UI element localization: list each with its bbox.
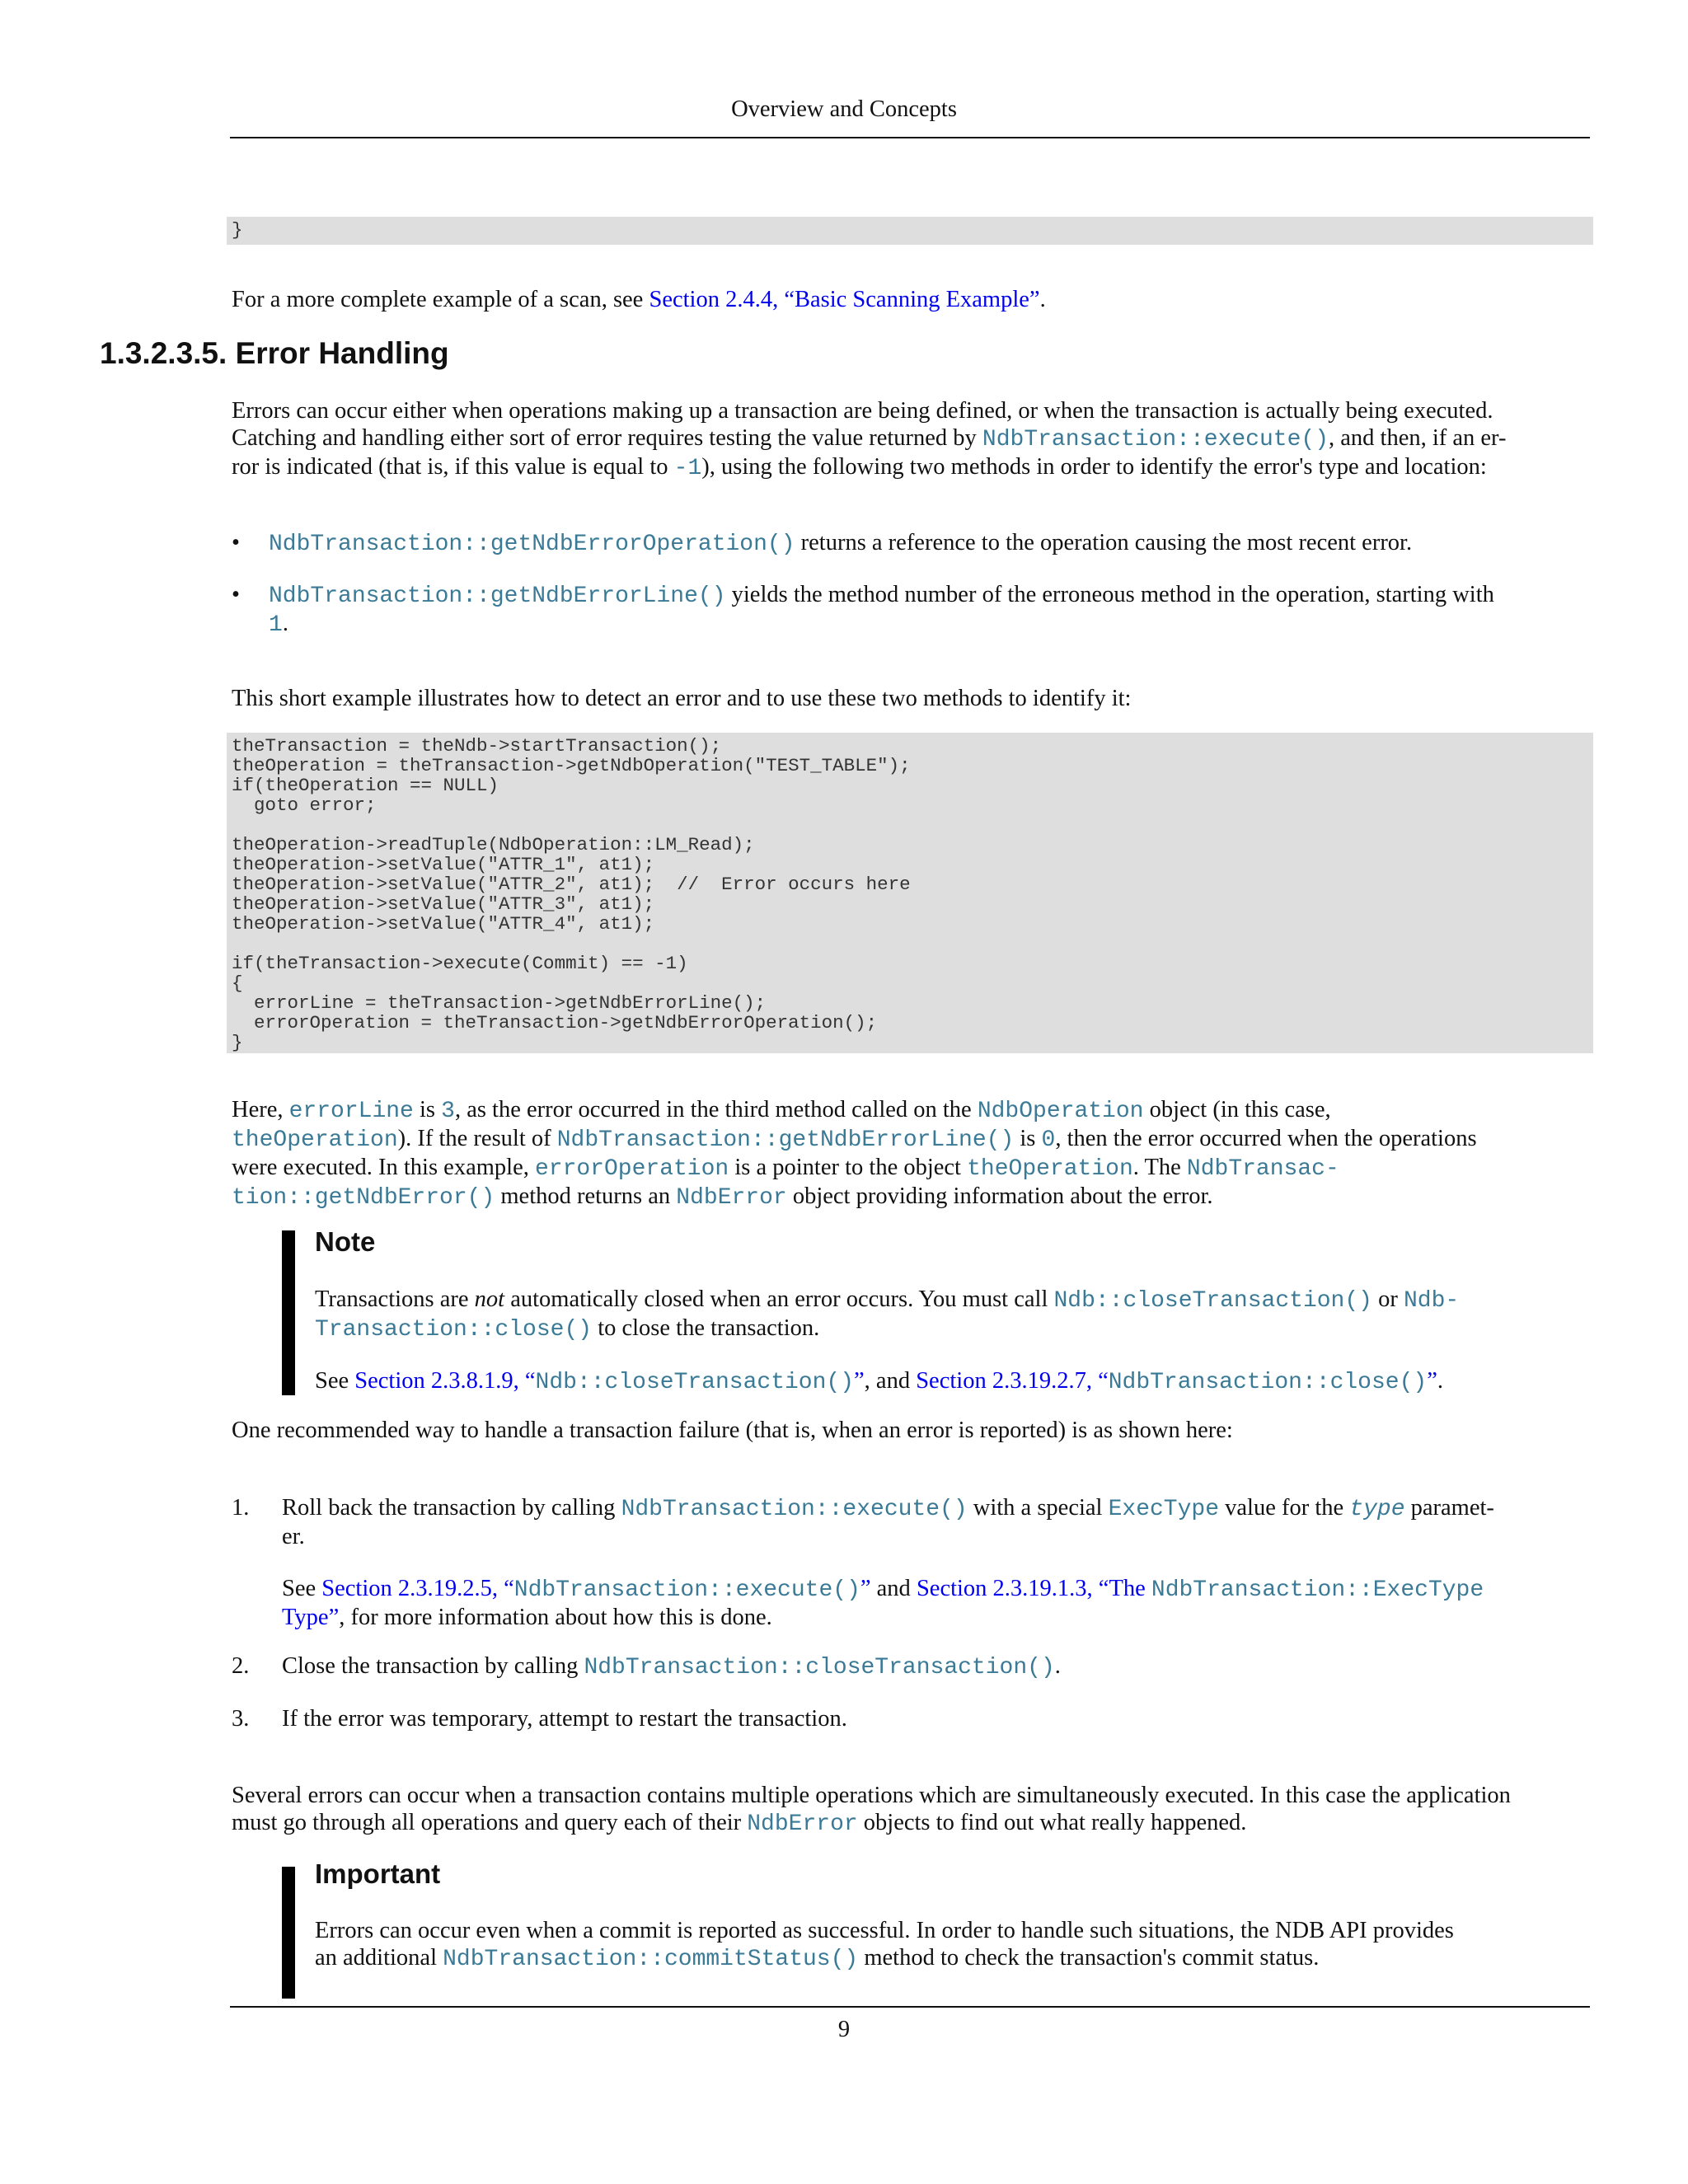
footer-rule [230, 2006, 1590, 2008]
header-rule [230, 137, 1590, 138]
section-heading: 1.3.2.3.5. Error Handling [100, 336, 449, 370]
recommend-paragraph: One recommended way to handle a transaction failure (that is, when an error is reported) is as shown here: [232, 1418, 1233, 1443]
bullet-text-2: NdbTransaction::getNdbErrorLine() yields the method number of the erroneous method in the operation, starting with 1. [269, 582, 1494, 638]
link-ndbtransaction-exectype[interactable]: Section 2.3.19.1.3, “The NdbTransaction::ExecType [916, 1576, 1484, 1603]
step-number: 1. [232, 1495, 250, 1521]
several-errors-paragraph: Several errors can occur when a transaction contains multiple operations which are simultaneously executed. In this case the application must go through all operations and query each of their NdbError objects to find out what really happened. [232, 1783, 1511, 1837]
step-2-text: Close the transaction by calling NdbTransaction::closeTransaction(). [282, 1653, 1061, 1680]
note-bar [282, 1230, 295, 1395]
link-basic-scanning-example[interactable]: Section 2.4.4, “Basic Scanning Example” [649, 287, 1040, 312]
link-ndb-closetransaction[interactable]: Section 2.3.8.1.9, “Ndb::closeTransaction()” [354, 1368, 865, 1395]
code-block-continuation: } [227, 217, 1593, 245]
note-body: Transactions are not automatically closed when an error occurs. You must call Ndb::closeTransaction() or Ndb- Transaction::close() to close the transaction. See Section 2.3.8.1.9, “Ndb::closeTransaction()”, and Section 2.3.19.2.7, “NdbTransaction::close()”. [315, 1286, 1460, 1395]
page-header: Overview and Concepts [731, 96, 957, 122]
step-number: 2. [232, 1653, 250, 1679]
important-bar [282, 1867, 295, 1999]
important-title: Important [315, 1858, 441, 1889]
step-1-text: Roll back the transaction by calling NdbTransaction::execute() with a special ExecType value for the type paramet- er. See Section 2.3.19.2.5, “NdbTransaction::execute()” and Section 2.3.19.1.3, “The NdbTransaction::ExecType Type”, for more information about how this is done. [282, 1495, 1494, 1630]
intro-paragraph: Errors can occur either when operations making up a transaction are being defined, or when the transaction is actually being executed. Catching and handling either sort of error requires testing the value returned by NdbTransaction::execute(), and then, if an er- ror is indicated (that is, if this value is equal to -1), using the following two methods in order to identify the error's type and location: [232, 398, 1507, 481]
important-body: Errors can occur even when a commit is reported as successful. In order to handle such situations, the NDB API provides an additional NdbTransaction::commitStatus() method to check the transaction's commit status. [315, 1918, 1454, 1972]
code-ndbtransaction-execute: NdbTransaction::execute() [982, 427, 1329, 452]
explanation-paragraph: Here, errorLine is 3, as the error occurred in the third method called on the NdbOperation object (in this case, theOperation). If the result of NdbTransaction::getNdbErrorLine() is 0, then the error occurred when the operations were executed. In this example, errorOperation is a pointer to the object theOperation. The NdbTransac- tion::getNdbError() method returns an NdbError object providing information about the error. [232, 1097, 1477, 1211]
step-number: 3. [232, 1706, 250, 1732]
bullet-text-1: NdbTransaction::getNdbErrorOperation() returns a reference to the operation causing the most recent error. [269, 530, 1413, 557]
link-ndbtransaction-close[interactable]: Section 2.3.19.2.7, “NdbTransaction::close()” [916, 1368, 1437, 1395]
example-intro: This short example illustrates how to detect an error and to use these two methods to identify it: [232, 686, 1132, 711]
link-ndbtransaction-exectype-cont[interactable]: Type” [282, 1605, 340, 1630]
page-number: 9 [837, 2017, 851, 2042]
code-minus-one: -1 [673, 456, 702, 481]
link-ndbtransaction-execute[interactable]: Section 2.3.19.2.5, “NdbTransaction::execute()” [321, 1576, 871, 1603]
note-title: Note [315, 1226, 376, 1257]
bullet-list-item: • [232, 530, 240, 555]
bullet-list-item: • [232, 582, 240, 607]
step-3-text: If the error was temporary, attempt to restart the transaction. [282, 1706, 847, 1732]
scan-paragraph: For a more complete example of a scan, see Section 2.4.4, “Basic Scanning Example”. [232, 287, 1046, 312]
code-example-block: theTransaction = theNdb->startTransaction(); theOperation = theTransaction->getNdbOperation("TEST_TABLE"); if(theOperation == NULL) goto error; theOperation->readTuple(NdbOperation::LM_Read); theOperation->setValue("ATTR_1", at1); theOperation->setValue("ATTR_2", at1); // Error occurs here theOperation->setValue("ATTR_3", at1); theOperation->setValue("ATTR_4", at1); if(theTransaction->execute(Commit) == -1) { errorLine = theTransaction->getNdbErrorLine(); errorOperation = theTransaction->getNdbErrorOperation(); } [227, 733, 1593, 1053]
